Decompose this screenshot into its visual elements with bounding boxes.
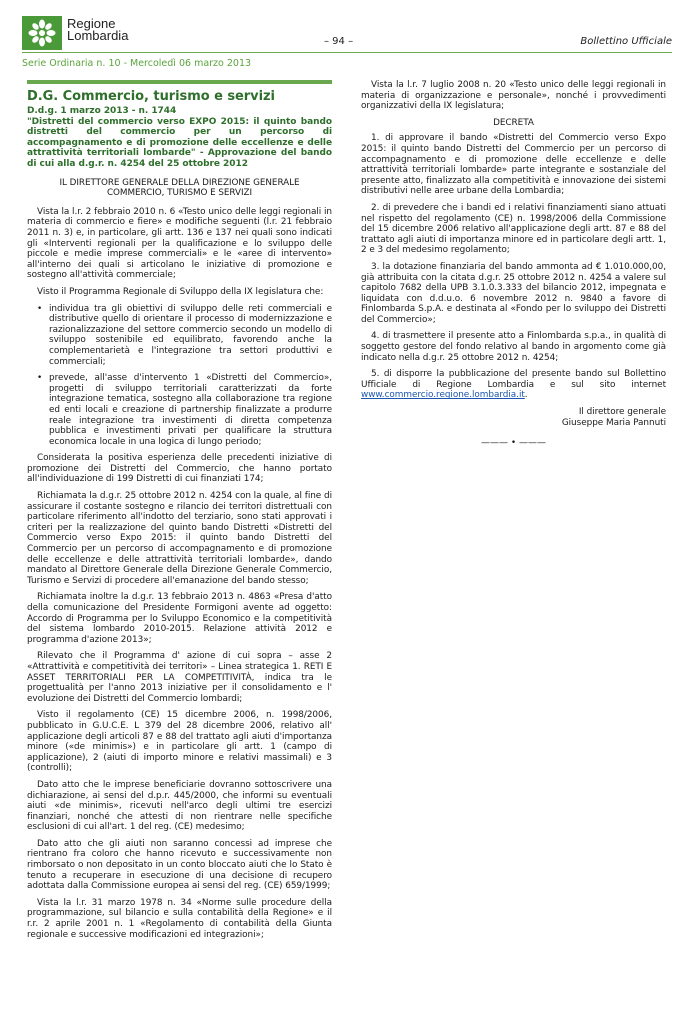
right-column bbox=[361, 80, 666, 449]
decree-item: 2. di prevedere che i bandi ed i relativi finanziamenti siano attuati nel rispetto del regolamento (CE) n. 1998/2006 della Commissione del 15 dicembre 2006 relativo all'applicazione degli artt. 87 e 88 del trattato agli aiuti di importanza minore ed in particolare degli artt. 1, 2 e 3 del medesimo regolamento; bbox=[361, 202, 666, 256]
director-heading-line-1: IL DIRETTORE GENERALE DELLA DIREZIONE GENERALE bbox=[59, 178, 300, 188]
decree-item: 3. la dotazione finanziaria del bando ammonta ad € 1.010.000,00, già attribuita con la citata d.g.r. 25 ottobre 2012 n. 4254 a valere sul capitolo 7682 della UPB 3.1.0.3.333 del bilancio 2012, impegnata e liquidata con d.d.u.o. 6 novembre 2012 n. 9840 a favore di Finlombarda S.p.A. e destinata al «Fondo per lo sviluppo dei Distretti del Commercio»; bbox=[361, 261, 666, 325]
paragraph: Considerata la positiva esperienza delle precedenti iniziative di promozione dei Distretti del Commercio, che hanno portato all'individuazione di 199 Distretti di cui finanziati 174; bbox=[27, 453, 332, 485]
list-item bbox=[27, 304, 332, 368]
paragraph: Richiamata inoltre la d.g.r. 13 febbraio 2013 n. 4863 «Presa d'atto della comunicazione del Presidente Formigoni avente ad oggetto: Accordo di Programma per lo Sviluppo Economico e la competitività del sistema lombardo 2010-2015. Relazione attività 2012 e programma d'azione 2013»; bbox=[27, 592, 332, 645]
decree-item bbox=[361, 369, 666, 401]
end-separator: ——— • ——— bbox=[480, 438, 547, 449]
logo-text bbox=[67, 18, 128, 42]
regione-lombardia-logo-icon bbox=[22, 16, 62, 50]
page-number: – 94 – bbox=[324, 36, 354, 47]
section-title: D.G. Commercio, turismo e servizi bbox=[27, 89, 275, 104]
paragraph: Dato atto che gli aiuti non saranno concessi ad imprese che rientrano fra coloro che hanno ricevuto e successivamente non rimborsato o non depositato in un conto bloccato aiuti che lo Stato è tenuto a recuperare in esecuzione di una decisione di recupero adottata dalla Commissione europea ai sensi del reg. (CE) 659/1999; bbox=[27, 838, 332, 892]
paragraph: Visto il Programma Regionale di Sviluppo della IX legislatura che: bbox=[37, 286, 324, 297]
director-heading-line-2: COMMERCIO, TURISMO E SERVIZI bbox=[106, 188, 253, 199]
bullet-icon: • bbox=[37, 373, 43, 384]
paragraph: Vista la l.r. 2 febbraio 2010 n. 6 «Testo unico delle leggi regionali in materia di commercio e fiere» e modifiche seguenti (l.r. 21 febbraio 2011 n. 3) e, in particolare, gli artt. 136 e 137 nei quali sono indicati gli «Interventi regionali per la qualificazione e lo sviluppo delle piccole e medie imprese commerciali» e le «aree di intervento» all'interno dei quali si articolano le iniziative di promozione e sostegno all'attività commerciale; bbox=[27, 206, 332, 281]
director-heading bbox=[27, 178, 332, 199]
paragraph: Dato atto che le imprese beneficiarie dovranno sottoscrivere una dichiarazione, ai sensi del d.p.r. 445/2000, che informi su eventuali aiuti «de minimis», ricevuti nell'arco degli ultimi tre esercizi finanziari, nonché che attesti di non rientrare nelle specifiche esclusioni di cui all'art. 1 del reg. (CE) medesimo; bbox=[27, 779, 332, 833]
paragraph: Rilevato che il Programma d' azione di cui sopra – asse 2 «Attrattività e competitività dei territori» – Linea strategica 1. RETI E ASSET TERRITORIALI PER LA COMPETITIVITÀ, indica tra le progettualità per l'anno 2013 iniziative per il consolidamento e l' evoluzione dei Distretti del Commercio lombardi; bbox=[27, 651, 332, 704]
serie-line: Serie Ordinaria n. 10 - Mercoledì 06 marzo 2013 bbox=[22, 58, 252, 69]
decree-number: D.d.g. 1 marzo 2013 - n. 1744 bbox=[27, 106, 177, 116]
decree-item: 4. di trasmettere il presente atto a Finlombarda s.p.a., in qualità di soggetto gestore del fondo relativo al bando in argomento come già indicato nella d.g.r. 25 ottobre 2012 n. 4254; bbox=[361, 331, 666, 363]
paragraph: Richiamata la d.g.r. 25 ottobre 2012 n. 4254 con la quale, al fine di assicurare il costante sostegno e rilancio dei territori distrettuali con particolare riferimento all'indotto del terziario, sono stati approvati i criteri per la realizzazione del quinto bando Distretti «Distretti del Commercio verso Expo 2015: il quinto bando Distretti del Commercio per un percorso di accompagnamento e di promozione delle eccellenze e delle attrattività territoriali lombarde», dando mandato al Direttore Generale della Direzione Generale Commercio, Turismo e Servizi di procedere all'emanazione del bando stesso; bbox=[27, 491, 332, 586]
signature-name: Giuseppe Maria Pannuti bbox=[561, 417, 666, 428]
bullet-icon: • bbox=[37, 303, 43, 314]
list-item bbox=[27, 373, 332, 447]
decree-item: 1. di approvare il bando «Distretti del Commercio verso Expo 2015: il quinto bando Distretti del Commercio per un percorso di accompagnamento e di promozione delle eccellenze e delle attrattività territoriali lombarde» parte integrante e sostanziale del presente atto, finalizzato alla competitività e innovazione dei sistemi distributivi nelle aree urbane della Lombardia; bbox=[361, 133, 666, 197]
bulletin-title: Bollettino Ufficiale bbox=[580, 36, 672, 47]
logo-line-2: Lombardia bbox=[67, 28, 129, 43]
decree-title: "Distretti del commercio verso EXPO 2015: il quinto bando distretti del commercio per un percorso di accompagnamento e di promozione delle eccellenze e delle attrattività territoriali lombarde" - Approvazione del bando di cui alla d.g.r. n. 4254 del 25 ottobre 2012 bbox=[27, 116, 332, 169]
paragraph: Visto il regolamento (CE) 15 dicembre 2006, n. 1998/2006, pubblicato in G.U.C.E. L 379 del 28 dicembre 2006, relativo all' applicazione degli articoli 87 e 88 del trattato agli aiuti d'importanza minore («de minimis») e in particolare gli artt. 1 (campo di applicazione), 2 (aiuti di importo minore e relativi massimali) e 3 (controlli); bbox=[27, 710, 332, 774]
paragraph: Vista la l.r. 7 luglio 2008 n. 20 «Testo unico delle leggi regionali in materia di organizzazione e personale», nonché i provvedimenti organizzativi della IX legislatura; bbox=[361, 80, 666, 112]
list-item-text: individua tra gli obiettivi di sviluppo delle reti commerciali e distributive quello di orientare il processo di modernizzazione e razionalizzazione del settore commercio secondo un modello di sviluppo sostenibile ed equilibrato, favorendo anche la complementarietà e l'integrazione tra settori produttivi e commerciali; bbox=[49, 303, 332, 367]
decree-item-end: . bbox=[524, 390, 528, 401]
logo-line-1: Regione bbox=[67, 16, 116, 31]
page-header bbox=[22, 16, 672, 52]
decree-item-text: 5. di disporre la pubblicazione del presente bando sul Bollettino Ufficiale di Regione Lombardia e sul sito internet bbox=[361, 369, 666, 390]
section-bar bbox=[27, 80, 332, 84]
signature-role: Il direttore generale bbox=[578, 407, 666, 418]
left-column bbox=[27, 80, 332, 946]
website-link[interactable]: www.commercio.regione.lombardia.it bbox=[361, 390, 525, 401]
decreta-heading: DECRETA bbox=[493, 117, 534, 128]
header-divider bbox=[22, 52, 672, 53]
paragraph: Vista la l.r. 31 marzo 1978 n. 34 «Norme sulle procedure della programmazione, sul bilancio e sulla contabilità della Regione» e il r.r. 2 aprile 2001 n. 1 «Regolamento di contabilità della Giunta regionale e successive modificazioni ed integrazioni»; bbox=[27, 897, 332, 940]
list-item-text: prevede, all'asse d'intervento 1 «Distretti del Commercio», progetti di sviluppo territoriali caratterizzati da forte integrazione tematica, sostegno alla collaborazione tra regione ed enti locali e creazione di partnership finalizzate a produrre reale integrazione tra investimenti di diretta competenza pubblica e investimenti privati per qualificare la struttura economica locale in una logica di lungo periodo; bbox=[49, 373, 332, 447]
